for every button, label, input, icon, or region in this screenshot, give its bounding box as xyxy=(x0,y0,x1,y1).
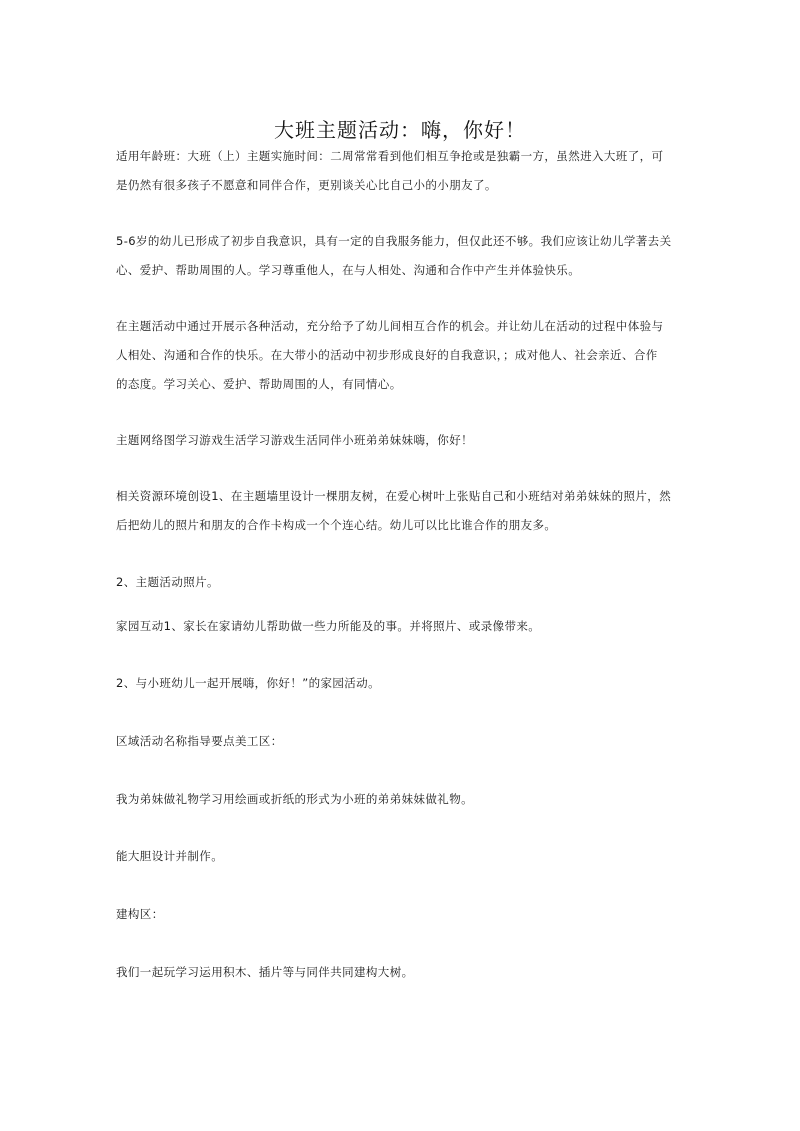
text-line: 相关资源环境创设1、在主题墙里设计一棵朋友树，在爱心树叶上张贴自己和小班结对弟弟妹妹的照片，然 xyxy=(116,489,672,503)
text-line: 建构区： xyxy=(116,907,164,921)
text-line: 主题网络图学习游戏生活学习游戏生活同伴小班弟弟妹妹嗨，你好！ xyxy=(116,433,473,447)
text-line: 后把幼儿的照片和朋友的合作卡构成一个个连心结。幼儿可以比比谁合作的朋友多。 xyxy=(116,518,557,532)
paragraph-goals xyxy=(116,312,686,399)
text-line: 家园互动1、家长在家请幼儿帮助做一些力所能及的事。并将照片、或录像带来。 xyxy=(116,619,541,633)
paragraph-home-interaction xyxy=(116,612,686,641)
paragraph-design xyxy=(116,842,686,871)
paragraph-theme-network xyxy=(116,426,686,455)
paragraph-resources xyxy=(116,482,686,540)
paragraph-photos xyxy=(116,568,686,597)
text-line: 是仍然有很多孩子不愿意和同伴合作，更别谈关心比自己小的小朋友了。 xyxy=(116,178,497,192)
text-line: 区域活动名称指导要点美工区： xyxy=(116,734,283,748)
paragraph-construction-area xyxy=(116,900,686,929)
paragraph-build-tree xyxy=(116,958,686,987)
text-line: 5-6岁的幼儿已形成了初步自我意识，具有一定的自我服务能力，但仅此还不够。我们应该让幼儿学著去关 xyxy=(116,234,672,248)
text-line: 在主题活动中通过开展示各种活动，充分给予了幼儿间相互合作的机会。并让幼儿在活动的过程中体验与 xyxy=(116,319,664,333)
paragraph-gift-making xyxy=(116,785,686,814)
paragraph-intro xyxy=(116,142,686,200)
paragraph-area-activities xyxy=(116,727,686,756)
document-title: 大班主题活动：嗨，你好！ xyxy=(274,118,526,142)
text-line: 2、与小班幼儿一起开展嗨，你好！”的家园活动。 xyxy=(116,676,380,690)
text-line: 我为弟妹做礼物学习用绘画或折纸的形式为小班的弟弟妹妹做礼物。 xyxy=(116,792,473,806)
text-line: 心、爱护、帮助周围的人。学习尊重他人，在与人相处、沟通和合作中产生并体验快乐。 xyxy=(116,263,581,277)
paragraph-home-activity xyxy=(116,669,686,698)
text-line: 能大胆设计并制作。 xyxy=(116,849,224,863)
text-line: 的态度。学习关心、爱护、帮助周围的人，有同情心。 xyxy=(116,377,402,391)
text-line: 2、主题活动照片。 xyxy=(116,575,219,589)
text-line: 适用年龄班：大班（上）主题实施时间：二周常常看到他们相互争抢或是独霸一方，虽然进入大班了，可 xyxy=(116,149,664,163)
text-line: 人相处、沟通和合作的快乐。在大带小的活动中初步形成良好的自我意识，；成对他人、社会亲近、合作 xyxy=(116,348,658,362)
text-line: 我们一起玩学习运用积木、插片等与同伴共同建构大树。 xyxy=(116,965,414,979)
paragraph-background xyxy=(116,227,686,285)
